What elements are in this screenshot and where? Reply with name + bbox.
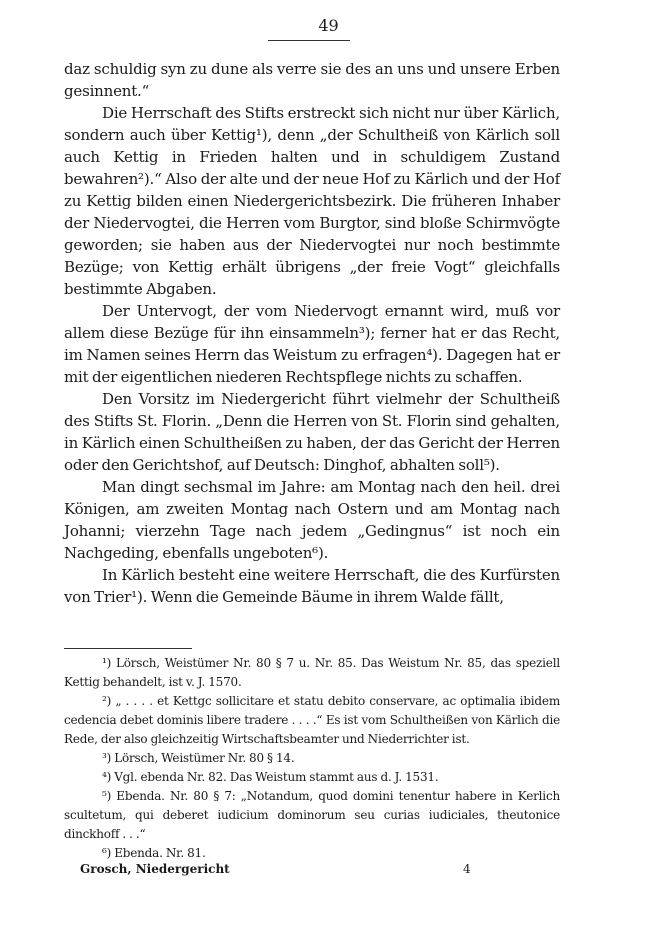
header-rule — [268, 40, 350, 41]
footnote-rule — [64, 648, 192, 649]
paragraph: Die Herrschaft des Stifts erstreckt sich nicht nur über Kärlich, sondern auch über Kettig¹), denn „der Schultheiß von Kärlich soll auch Kettig in Frieden halten und in schuldigem Zustand bewahren²).“ Also der alte und der neue Hof zu Kärlich und der Hof zu Kettig bilden einen Niedergerichtsbezirk. Die früheren Inhaber der Niedervogtei, die Herren vom Burgtor, sind bloße Schirmvögte geworden; sie haben aus der Niedervogtei nur noch bestimmte Bezüge; von Kettig erhält übrigens „der freie Vogt“ gleichfalls bestimmte Abgaben. — [64, 104, 560, 298]
sheet-number: 4 — [463, 862, 471, 876]
paragraph: Der Untervogt, der vom Niedervogt ernannt wird, muß vor allem diese Bezüge für ihn einsammeln³); ferner hat er das Recht, im Namen seines Herrn das Weistum zu erfragen⁴). Dagegen hat er mit der eigentlichen niederen Rechtspflege nichts zu schaffen. — [64, 302, 560, 386]
paragraph: In Kärlich besteht eine weitere Herrschaft, die des Kurfürsten von Trier¹). Wenn die Gemeinde Bäume in ihrem Walde fällt, — [64, 566, 560, 606]
footnote: ³) Lörsch, Weistümer Nr. 80 § 14. — [102, 751, 295, 765]
footnote: ⁶) Ebenda. Nr. 81. — [102, 846, 206, 860]
page-number: 49 — [318, 16, 339, 35]
paragraph: Man dingt sechsmal im Jahre: am Montag nach den heil. drei Königen, am zweiten Montag nach Ostern und am Montag nach Johanni; vierzehn Tage nach jedem „Gedingnus“ ist noch ein Nachgeding, ebenfalls ungeboten⁶). — [64, 478, 560, 562]
footnote: ⁵) Ebenda. Nr. 80 § 7: „Notandum, quod domini tenentur habere in Kerlich scultetum, qui deberet iudicium dominorum seu curias iudiciales, theutonice dinckhoff . . .“ — [64, 789, 560, 841]
footnote: ²) „ . . . . et Kettgc sollicitare et statu debito conservare, ac optimalia ibidem cedencia debet dominis libere tradere . . . .“ Es ist vom Schultheißen von Kärlich die Rede, der also gleichzeitig Wirtschaftsbeamter und Niederrichter ist. — [64, 694, 560, 746]
paragraph: daz schuldig syn zu dune als verre sie des an uns und unsere Erben gesinnent.“ — [64, 60, 560, 100]
footnote: ⁴) Vgl. ebenda Nr. 82. Das Weistum stammt aus d. J. 1531. — [102, 770, 439, 784]
body-text — [64, 58, 560, 608]
footnotes — [64, 654, 560, 863]
footnote: ¹) Lörsch, Weistümer Nr. 80 § 7 u. Nr. 85. Das Weistum Nr. 85, das speziell Kettig behandelt, ist v. J. 1570. — [64, 656, 560, 689]
paragraph: Den Vorsitz im Niedergericht führt vielmehr der Schultheiß des Stifts St. Florin. „Denn die Herren von St. Florin sind gehalten, in Kärlich einen Schultheißen zu haben, der das Gericht der Herren oder den Gerichtshof, auf Deutsch: Dinghof, abhalten soll⁵). — [64, 390, 560, 474]
signature-mark: Grosch, Niedergericht — [80, 862, 230, 876]
